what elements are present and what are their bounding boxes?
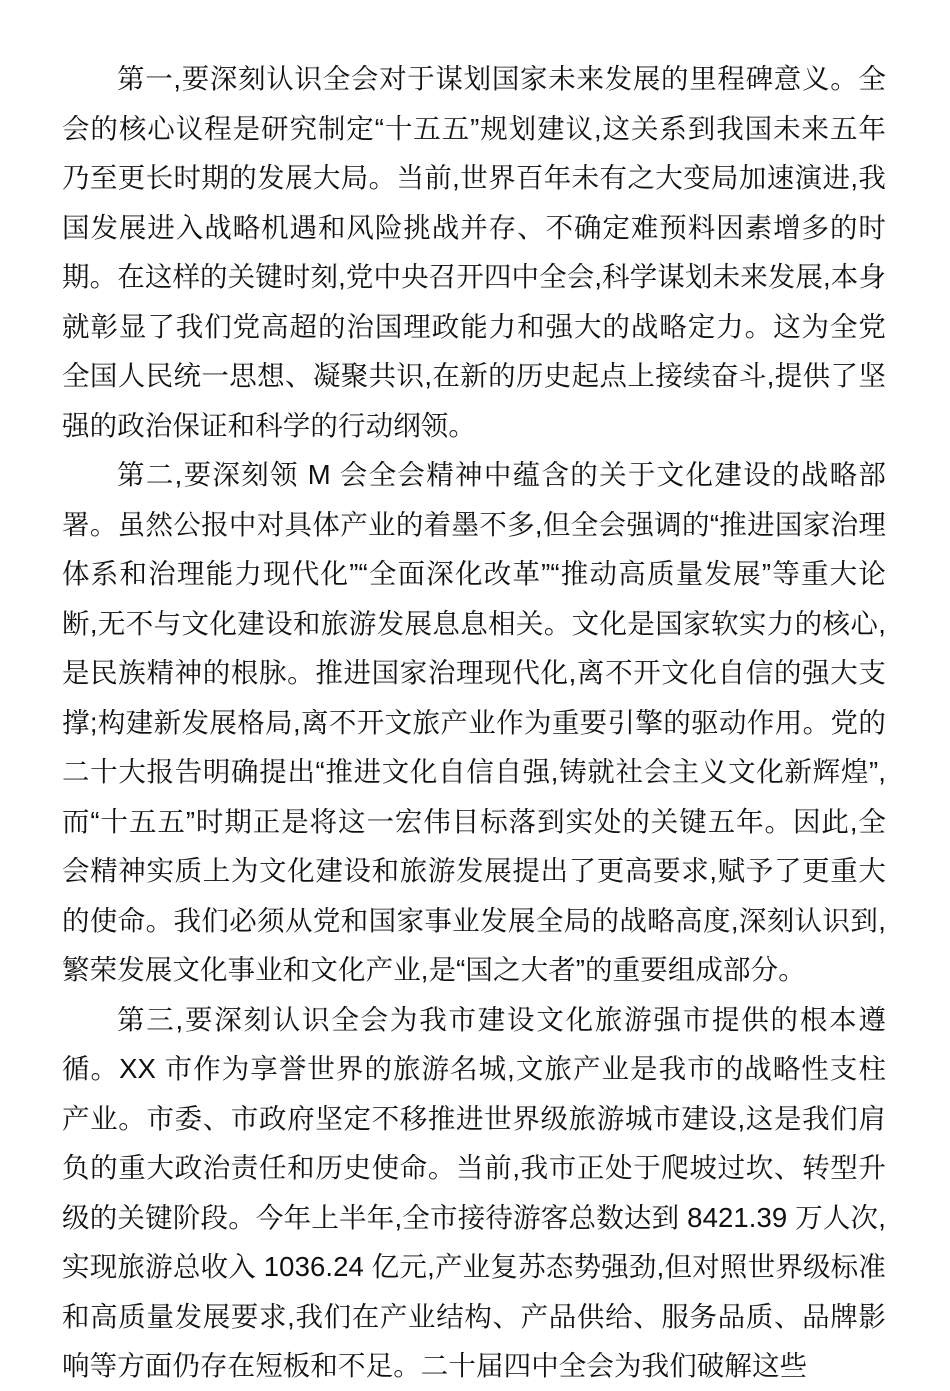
paragraph-third: 第三,要深刻认识全会为我市建设文化旅游强市提供的根本遵循。XX 市作为享誉世界的旅游名城,文旅产业是我市的战略性支柱产业。市委、市政府坚定不移推进世界级旅游城市建设,这是我们肩负的重大政治责任和历史使命。当前,我市正处于爬坡过坎、转型升级的关键阶段。今年上半年,全市接待游客总数达到 8421.39 万人次,实现旅游总收入 1036.24 亿元,产业复苏态势强劲,但对照世界级标准和高质量发展要求,我们在产业结构、产品供给、服务品质、品牌影响等方面仍存在短板和不足。二十届四中全会为我们破解这些 xyxy=(62,1003,886,1381)
paragraph-first: 第一,要深刻认识全会对于谋划国家未来发展的里程碑意义。全会的核心议程是研究制定“十五五”规划建议,这关系到我国未来五年乃至更长时期的发展大局。当前,世界百年未有之大变局加速演进,我国发展进入战略机遇和风险挑战并存、不确定难预料因素增多的时期。在这样的关键时刻,党中央召开四中全会,科学谋划未来发展,本身就彰显了我们党高超的治国理政能力和强大的战略定力。这为全党全国人民统一思想、凝聚共识,在新的历史起点上接续奋斗,提供了坚强的政治保证和科学的行动纲领。 xyxy=(62,63,886,441)
paragraph-second: 第二,要深刻领 M 会全会精神中蕴含的关于文化建设的战略部署。虽然公报中对具体产业的着墨不多,但全会强调的“推进国家治理体系和治理能力现代化”“全面深化改革”“推动高质量发展”等重大论断,无不与文化建设和旅游发展息息相关。文化是国家软实力的核心,是民族精神的根脉。推进国家治理现代化,离不开文化自信的强大支撑;构建新发展格局,离不开文旅产业作为重要引擎的驱动作用。党的二十大报告明确提出“推进文化自信自强,铸就社会主义文化新辉煌”,而“十五五”时期正是将这一宏伟目标落到实处的关键五年。因此,全会精神实质上为文化建设和旅游发展提出了更高要求,赋予了更重大的使命。我们必须从党和国家事业发展全局的战略高度,深刻认识到,繁荣发展文化事业和文化产业,是“国之大者”的重要组成部分。 xyxy=(62,459,886,985)
document-body xyxy=(62,54,886,1391)
